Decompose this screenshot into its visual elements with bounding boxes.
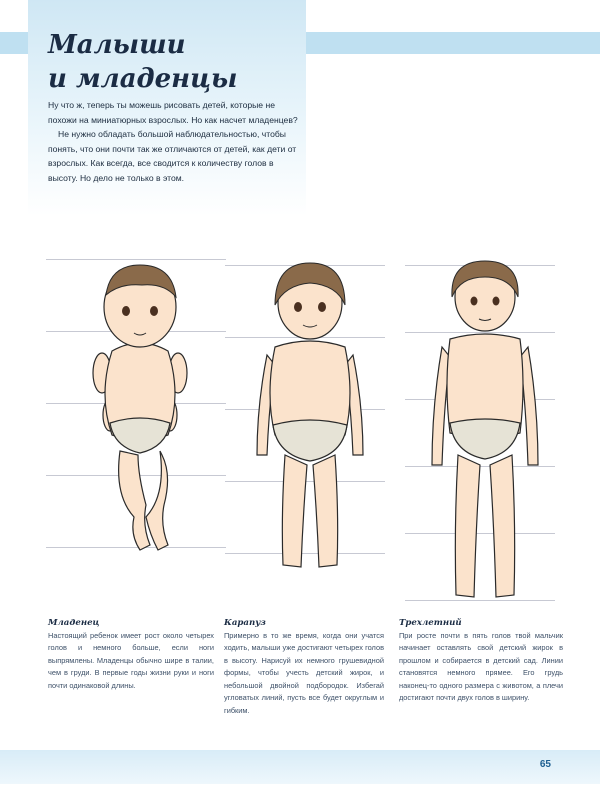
caption-title: Карапуз [224, 618, 266, 628]
intro-text [48, 98, 300, 186]
page-title: Малыши и младенцы [48, 30, 238, 94]
caption-text: Примерно в то же время, когда они учатся ходить, малыши уже достигают четырех голов в высоту. Нарисуй их немного грушевидной формы, чтобы учесть детский жирок, и небольшой двойной подбородок. Избегай угловатых линий, пусть все будет округлым и гибким. [224, 630, 384, 715]
toddler-figure [245, 255, 375, 585]
bottom-color-band [0, 750, 600, 784]
caption-baby [48, 617, 214, 692]
caption-title: Трехлетний [399, 618, 462, 628]
caption-text: При росте почти в пять голов твой мальчик начинает оставлять свой детский жирок в прошлом и собирается в детский сад. Линии становятся немного прямее. Его грудь наконец-то одного размера с животом, а плечи достигают почти двух голов в ширину. [399, 630, 563, 702]
intro-paragraph-1: Ну что ж, теперь ты можешь рисовать детей, которые не похожи на миниатюрных взрослых. Но как насчет младенцев? [48, 100, 298, 125]
caption-text: Настоящий ребенок имеет рост около четырех голов и немного больше, если ноги выпрямлены. Младенцы обычно шире в талии, чем в груди. В первые годы жизни руки и ноги почти одинаковой длины. [48, 630, 214, 690]
page-number: 65 [539, 759, 551, 770]
baby-figure [80, 255, 200, 565]
intro-paragraph-2: Не нужно обладать большой наблюдательностью, чтобы понять, что они почти так же отличаются от детей, как дети от взрослых. Как всегда, все сводится к количеству голов в высоту. Но дело не только в этом. [48, 129, 297, 183]
caption-title: Младенец [48, 618, 100, 628]
caption-three-year-old [399, 617, 563, 705]
three-year-old-figure [420, 255, 550, 605]
caption-toddler [224, 617, 384, 717]
